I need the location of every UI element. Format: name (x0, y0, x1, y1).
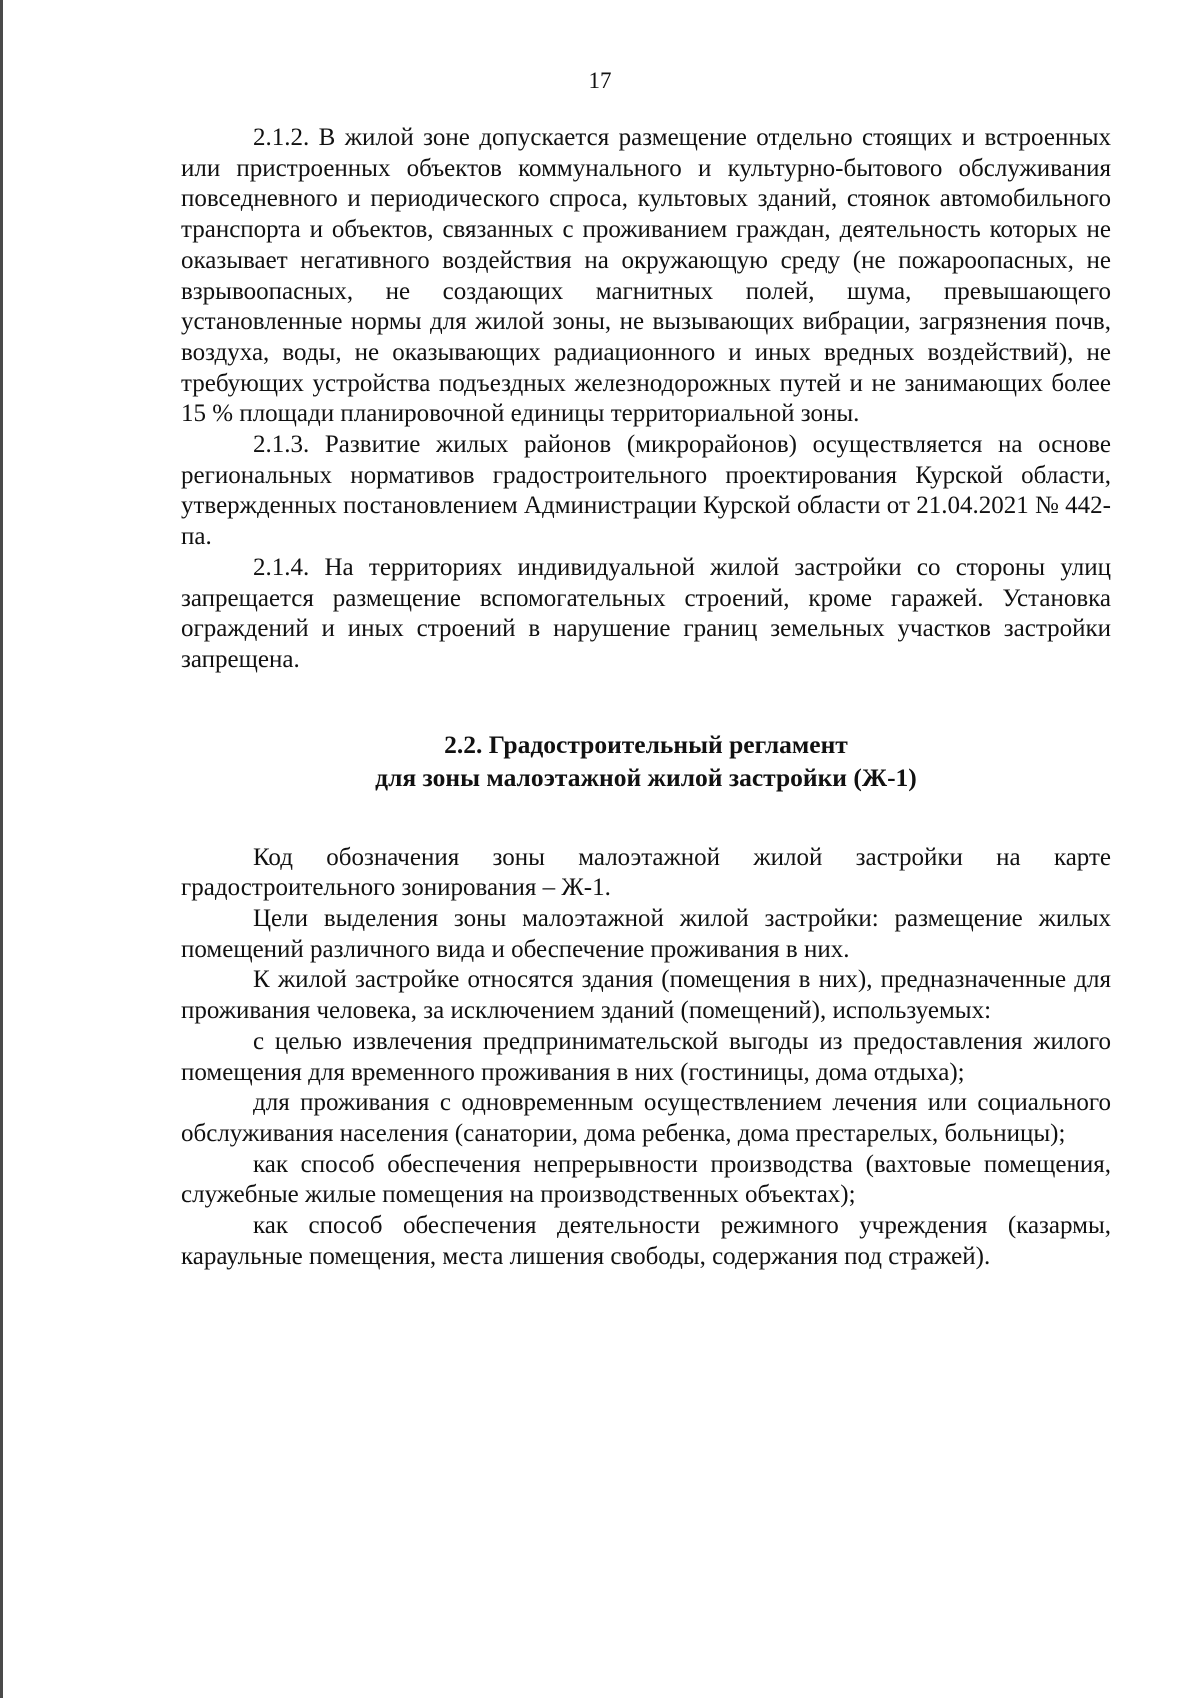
paragraph-zone-code: Код обозначения зоны малоэтажной жилой застройки на карте градостроительного зонирования – Ж-1. (181, 843, 1111, 902)
paragraph-2-1-4: 2.1.4. На территориях индивидуальной жилой застройки со стороны улиц запрещается размещение вспомогательных строений, кроме гаражей. Установка ограждений и иных строений в нарушение границ земельных участков застройки запрещена. (181, 553, 1111, 673)
list-item-medical: для проживания с одновременным осуществлением лечения или социального обслуживания населения (санатории, дома ребенка, дома престарелых, больницы); (181, 1089, 1111, 1147)
section-heading-2-2 (181, 728, 1111, 794)
paragraph-zone-goals: Цели выделения зоны малоэтажной жилой застройки: размещение жилых помещений различного вида и обеспечение проживания в них. (181, 905, 1111, 963)
list-item-regime: как способ обеспечения деятельности режимного учреждения (казармы, караульные помещения, места лишения свободы, содержания под стражей). (181, 1212, 1111, 1270)
scan-left-edge (0, 0, 3, 1698)
section-heading-line-1: 2.2. Градостроительный регламент (444, 729, 848, 759)
paragraph-residential-definition: К жилой застройке относятся здания (помещения в них), предназначенные для проживания человека, за исключением зданий (помещений), используемых: (181, 966, 1111, 1025)
paragraph-2-1-3: 2.1.3. Развитие жилых районов (микрорайонов) осуществляется на основе региональных нормативов градостроительного проектирования Курской области, утвержденных постановлением Администрации Курской области от 21.04.2021 № 442-па. (181, 431, 1111, 551)
list-item-commercial: с целью извлечения предпринимательской выгоды из предоставления жилого помещения для временного проживания в них (гостиницы, дома отдыха); (181, 1027, 1111, 1086)
list-item-production: как способ обеспечения непрерывности производства (вахтовые помещения, служебные жилые помещения на производственных объектах); (181, 1150, 1111, 1209)
section-heading-line-2: для зоны малоэтажной жилой застройки (Ж-1) (375, 762, 917, 792)
document-body (181, 123, 1111, 1273)
paragraph-2-1-2: 2.1.2. В жилой зоне допускается размещение отдельно стоящих и встроенных или пристроенных объектов коммунального и культурно-бытового обслуживания повседневного и периодического спроса, культовых зданий, стоянок автомобильного транспорта и объектов, связанных с проживанием граждан, деятельность которых не оказывает негативного воздействия на окружающую среду (не пожароопасных, не взрывоопасных, не создающих магнитных полей, шума, превышающего установленные нормы для жилой зоны, не вызывающих вибрации, загрязнения почв, воздуха, воды, не оказывающих радиационного и иных вредных воздействий), не требующих устройства подъездных железнодорожных путей и не занимающих более 15 % площади планировочной единицы территориальной зоны. (181, 124, 1111, 428)
page-number: 17 (588, 68, 612, 93)
